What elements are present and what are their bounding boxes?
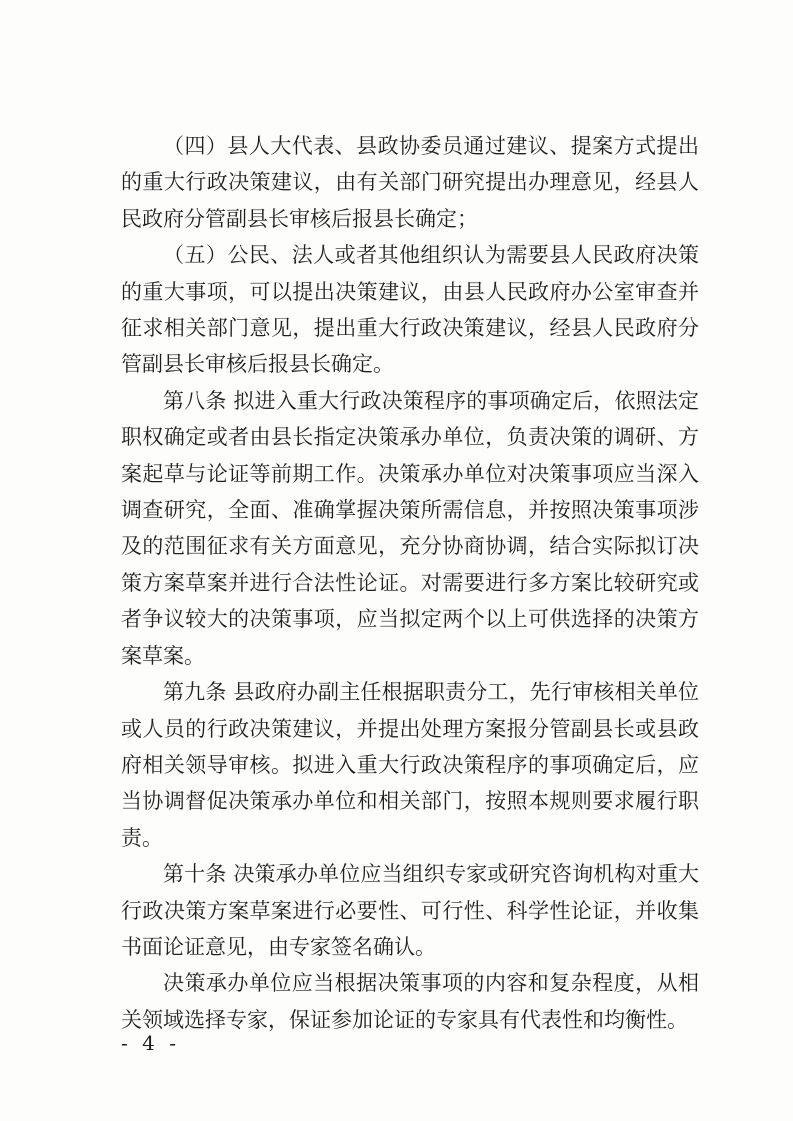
paragraph-item-4: （四）县人大代表、县政协委员通过建议、提案方式提出的重大行政决策建议，由有关部门研究提出办理意见，经县人民政府分管副县长审核后报县长确定； — [121, 134, 699, 231]
article-9-paragraph: 第九条 县政府办副主任根据职责分工，先行审核相关单位或人员的行政决策建议，并提出处理方案报分管副县长或县政府相关领导审核。拟进入重大行政决策程序的事项确定后，应当协调督促决策承办单位和相关部门，按照本规则要求履行职责。 — [121, 680, 699, 850]
article-10-paragraph: 第十条 决策承办单位应当组织专家或研究咨询机构对重大行政决策方案草案进行必要性、可行性、科学性论证，并收集书面论证意见，由专家签名确认。 — [121, 862, 699, 959]
document-body — [121, 128, 699, 1038]
article-8-paragraph: 第八条 拟进入重大行政决策程序的事项确定后，依照法定职权确定或者由县长指定决策承办单位，负责决策的调研、方案起草与论证等前期工作。决策承办单位对决策事项应当深入调查研究，全面、准确掌握决策所需信息，并按照决策事项涉及的范围征求有关方面意见，充分协商协调，结合实际拟订决策方案草案并进行合法性论证。对需要进行多方案比较研究或者争议较大的决策事项，应当拟定两个以上可供选择的决策方案草案。 — [121, 388, 699, 668]
page-number: - 4 - — [121, 1031, 180, 1055]
paragraph-item-5: （五）公民、法人或者其他组织认为需要县人民政府决策的重大事项，可以提出决策建议，由县人民政府办公室审查并征求相关部门意见，提出重大行政决策建议，经县人民政府分管副县长审核后报县长确定。 — [121, 243, 699, 377]
expert-selection-paragraph: 决策承办单位应当根据决策事项的内容和复杂程度，从相关领域选择专家，保证参加论证的专家具有代表性和均衡性。 — [121, 971, 699, 1032]
